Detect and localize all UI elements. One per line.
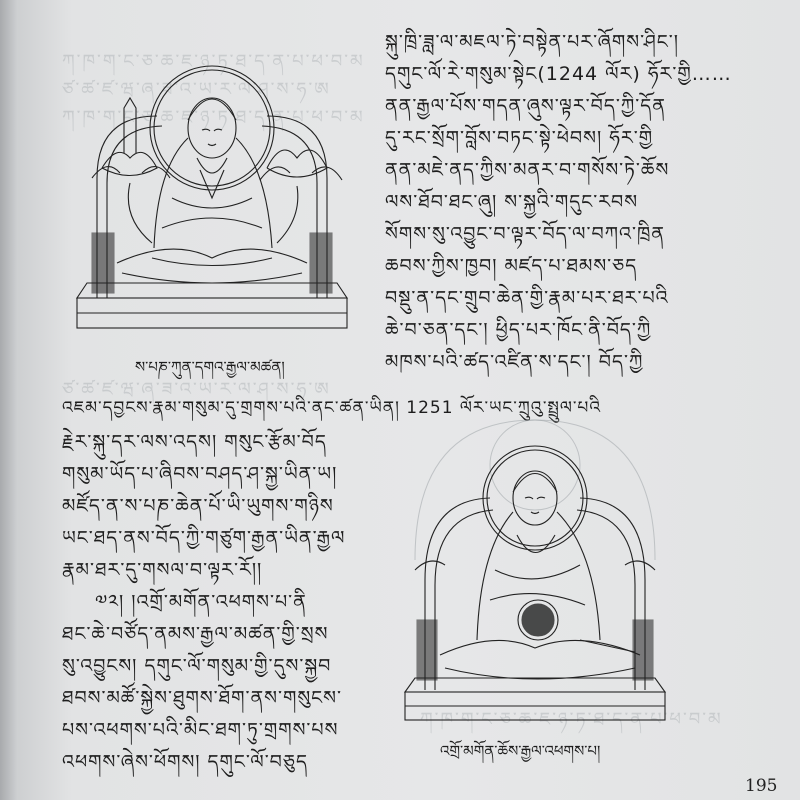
text-line: ལས་ཐོབ་ཐང་ཞུ། ས་སྐྱའི་གདུང་རབས (385, 191, 639, 213)
show-through-text: ཀ་ཁ་ག་ང་ཅ་ཆ་ཇ་ཉ་ཏ་ཐ་ད་ན་པ་ཕ་བ་མ (420, 709, 723, 730)
text-line: ནན་རྒྱལ་པོས་གདན་ཞུས་ལྟར་བོད་ཀྱི་དོན (385, 95, 666, 117)
text-line: ཆབས་ཀྱིས་ཁྱབ། མཛད་པ་ཐམས་ཅད (385, 255, 638, 277)
figure-caption: ས་པཎ་ཀུན་དགའ་རྒྱལ་མཚན། (135, 358, 285, 376)
text-line: དགུང་ལོ་རེ་གསུམ་སྟེང(1244 ལོར) ཧོར་གྱི…… (385, 63, 732, 85)
text-line: སོགས་སུ་འབྱུང་བ་ལྟར་བོད་ལ་བཀའ་ཁྲིན (385, 223, 665, 245)
text-line: མཛོད་ན་ས་པཎ་ཆེན་པོ་ཡི་ཡུགས་གཉིས (62, 495, 334, 517)
sakya-pandita-portrait-illustration (62, 58, 362, 348)
page-number: 195 (745, 776, 778, 796)
text-line: སྐུ་ཁྲི་ཟླ་ལ་མཇལ་ཏེ་བསྟེན་པར་ཞོགས་ཤིང་། (385, 31, 679, 53)
text-line: དུ་རང་སྲོག་བློས་བཏང་སྟེ་ཕེབས། ཧོར་གྱི (385, 127, 654, 149)
section-heading: ༧༢། །འགྲོ་མགོན་འཕགས་པ་ནི (95, 591, 307, 613)
text-line: ཐང་ཆེ་བཙོད་ནམས་རྒྱལ་མཚན་གྱི་སྲས (62, 623, 329, 645)
page-gutter (0, 0, 18, 800)
text-line: ནན་མཇེ་ནད་ཀྱིས་མནར་བ་གསོས་ཏེ་ཆོས (385, 159, 670, 181)
text-line: པས་འཕགས་པའི་མིང་ཐག་ཏུ་གྲགས་པས (62, 719, 339, 741)
text-line: གསུམ་ཡོད་པ་ཞིབས་བཤད་ཤ་སྐྱ་ཡིན་ཡ། (62, 463, 338, 485)
figure-caption: འགྲོ་མགོན་ཆོས་རྒྱལ་འཕགས་པ། (440, 742, 601, 760)
text-line: ཐབས་མཚོ་སྐྱེས་ཐུགས་ཐོག་ནས་གསུངས་ (62, 687, 342, 709)
text-line: སུ་འབྱུངས། དགུང་ལོ་གསུམ་གྱི་དུས་སྐྱབ (62, 655, 332, 677)
text-line: རྣམ་ཐར་དུ་གསལ་བ་ལྟར་རོ།། (62, 559, 263, 581)
text-line: འཕགས་ཞེས་ཕོགས། དགུང་ལོ་བཅུད (62, 751, 308, 773)
show-through-text: ཀ་ཁ་ག་ང་ཅ་ཆ་ཇ་ཉ་ཏ་ཐ་ད་ན་པ་ཕ་བ་མ (62, 51, 365, 72)
show-through-text: ཙ་ཚ་ཛ་ཝ་ཞ་ཟ་འ་ཡ་ར་ལ་ཤ་ས་ཧ་ཨ (62, 79, 331, 100)
text-line: བསྡུ་ན་དང་གྲུབ་ཆེན་གྱི་རྣམ་པར་ཐར་པའི (385, 287, 669, 309)
show-through-text: ཙ་ཚ་ཛ་ཝ་ཞ་ཟ་འ་ཡ་ར་ལ་ཤ་ས་ཧ་ཨ (62, 379, 331, 400)
text-line: མཁས་པའི་ཚད་འཛིན་ས་དང་། བོད་ཀྱི (385, 351, 644, 373)
text-line: འཇམ་དབྱངས་རྣམ་གསུམ་དུ་གྲགས་པའི་ནང་ཚན་ཡིན། 1251 ལོར་ཡང་ཀྲུའུ་སྤྲུལ་པའི (62, 398, 602, 418)
drogon-chogyal-phagpa-portrait-illustration (395, 440, 675, 730)
text-line: རྗེར་སྐུ་དར་ལས་འདས། གསུང་རྩོམ་བོད (62, 431, 327, 453)
text-line: ཡང་ཐད་ནས་བོད་ཀྱི་གཙུག་རྒྱན་ཡིན་རྒྱལ (62, 527, 346, 549)
show-through-text: ཀ་ཁ་ག་ང་ཅ་ཆ་ཇ་ཉ་ཏ་ཐ་ད་ན་པ་ཕ་བ་མ (62, 107, 365, 128)
text-line: ཆེ་བ་ཅན་དང་། ཕྱིད་པར་ཁོང་ནི་བོད་ཀྱི (385, 319, 652, 341)
